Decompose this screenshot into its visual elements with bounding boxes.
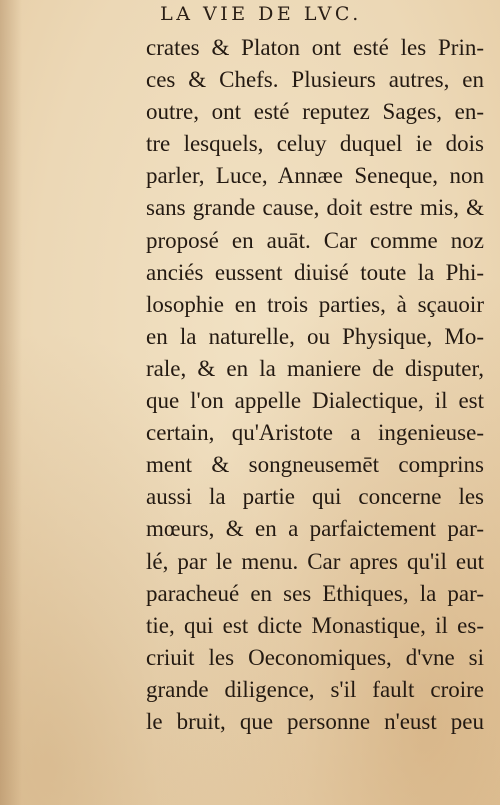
text-line: le bruit, que personne n'eust peu bbox=[146, 708, 484, 734]
text-line: proposé en auāt. Car comme noz bbox=[146, 227, 484, 253]
text-line: certain, qu'Aristote a ingenieuse- bbox=[146, 420, 484, 446]
text-line: ces & Chefs. Plusieurs autres, en bbox=[146, 67, 484, 93]
text-line: aussi la partie qui concerne les bbox=[146, 484, 484, 510]
text-line: sans grande cause, doit estre mis, & bbox=[146, 195, 484, 221]
text-block bbox=[146, 32, 484, 738]
text-line: rale, & en la maniere de disputer, bbox=[146, 355, 484, 381]
running-head: LA VIE DE LVC. bbox=[160, 3, 362, 25]
text-line: paracheué en ses Ethiques, la par- bbox=[146, 580, 484, 606]
text-line: outre, ont esté reputez Sages, en- bbox=[146, 99, 484, 125]
text-line: losophie en trois parties, à sçauoir bbox=[146, 291, 484, 317]
text-line: que l'on appelle Dialectique, il est bbox=[146, 388, 484, 414]
text-line: mœurs, & en a parfaictement par- bbox=[146, 516, 484, 542]
text-line: en la naturelle, ou Physique, Mo- bbox=[146, 323, 484, 349]
text-line: lé, par le menu. Car apres qu'il eut bbox=[146, 548, 484, 574]
text-line: crates & Platon ont esté les Prin- bbox=[146, 35, 484, 60]
text-line: tre lesquels, celuy duquel ie dois bbox=[146, 131, 484, 157]
text-line: tie, qui est dicte Monastique, il es- bbox=[146, 612, 484, 638]
text-line: parler, Luce, Annæe Seneque, non bbox=[146, 163, 484, 189]
text-line: anciés eussent diuisé toute la Phi- bbox=[146, 259, 484, 285]
text-line: grande diligence, s'il fault croire bbox=[146, 676, 484, 702]
text-line: criuit les Oeconomiques, d'vne si bbox=[146, 644, 484, 670]
text-line: ment & songneusemēt comprins bbox=[146, 452, 484, 478]
